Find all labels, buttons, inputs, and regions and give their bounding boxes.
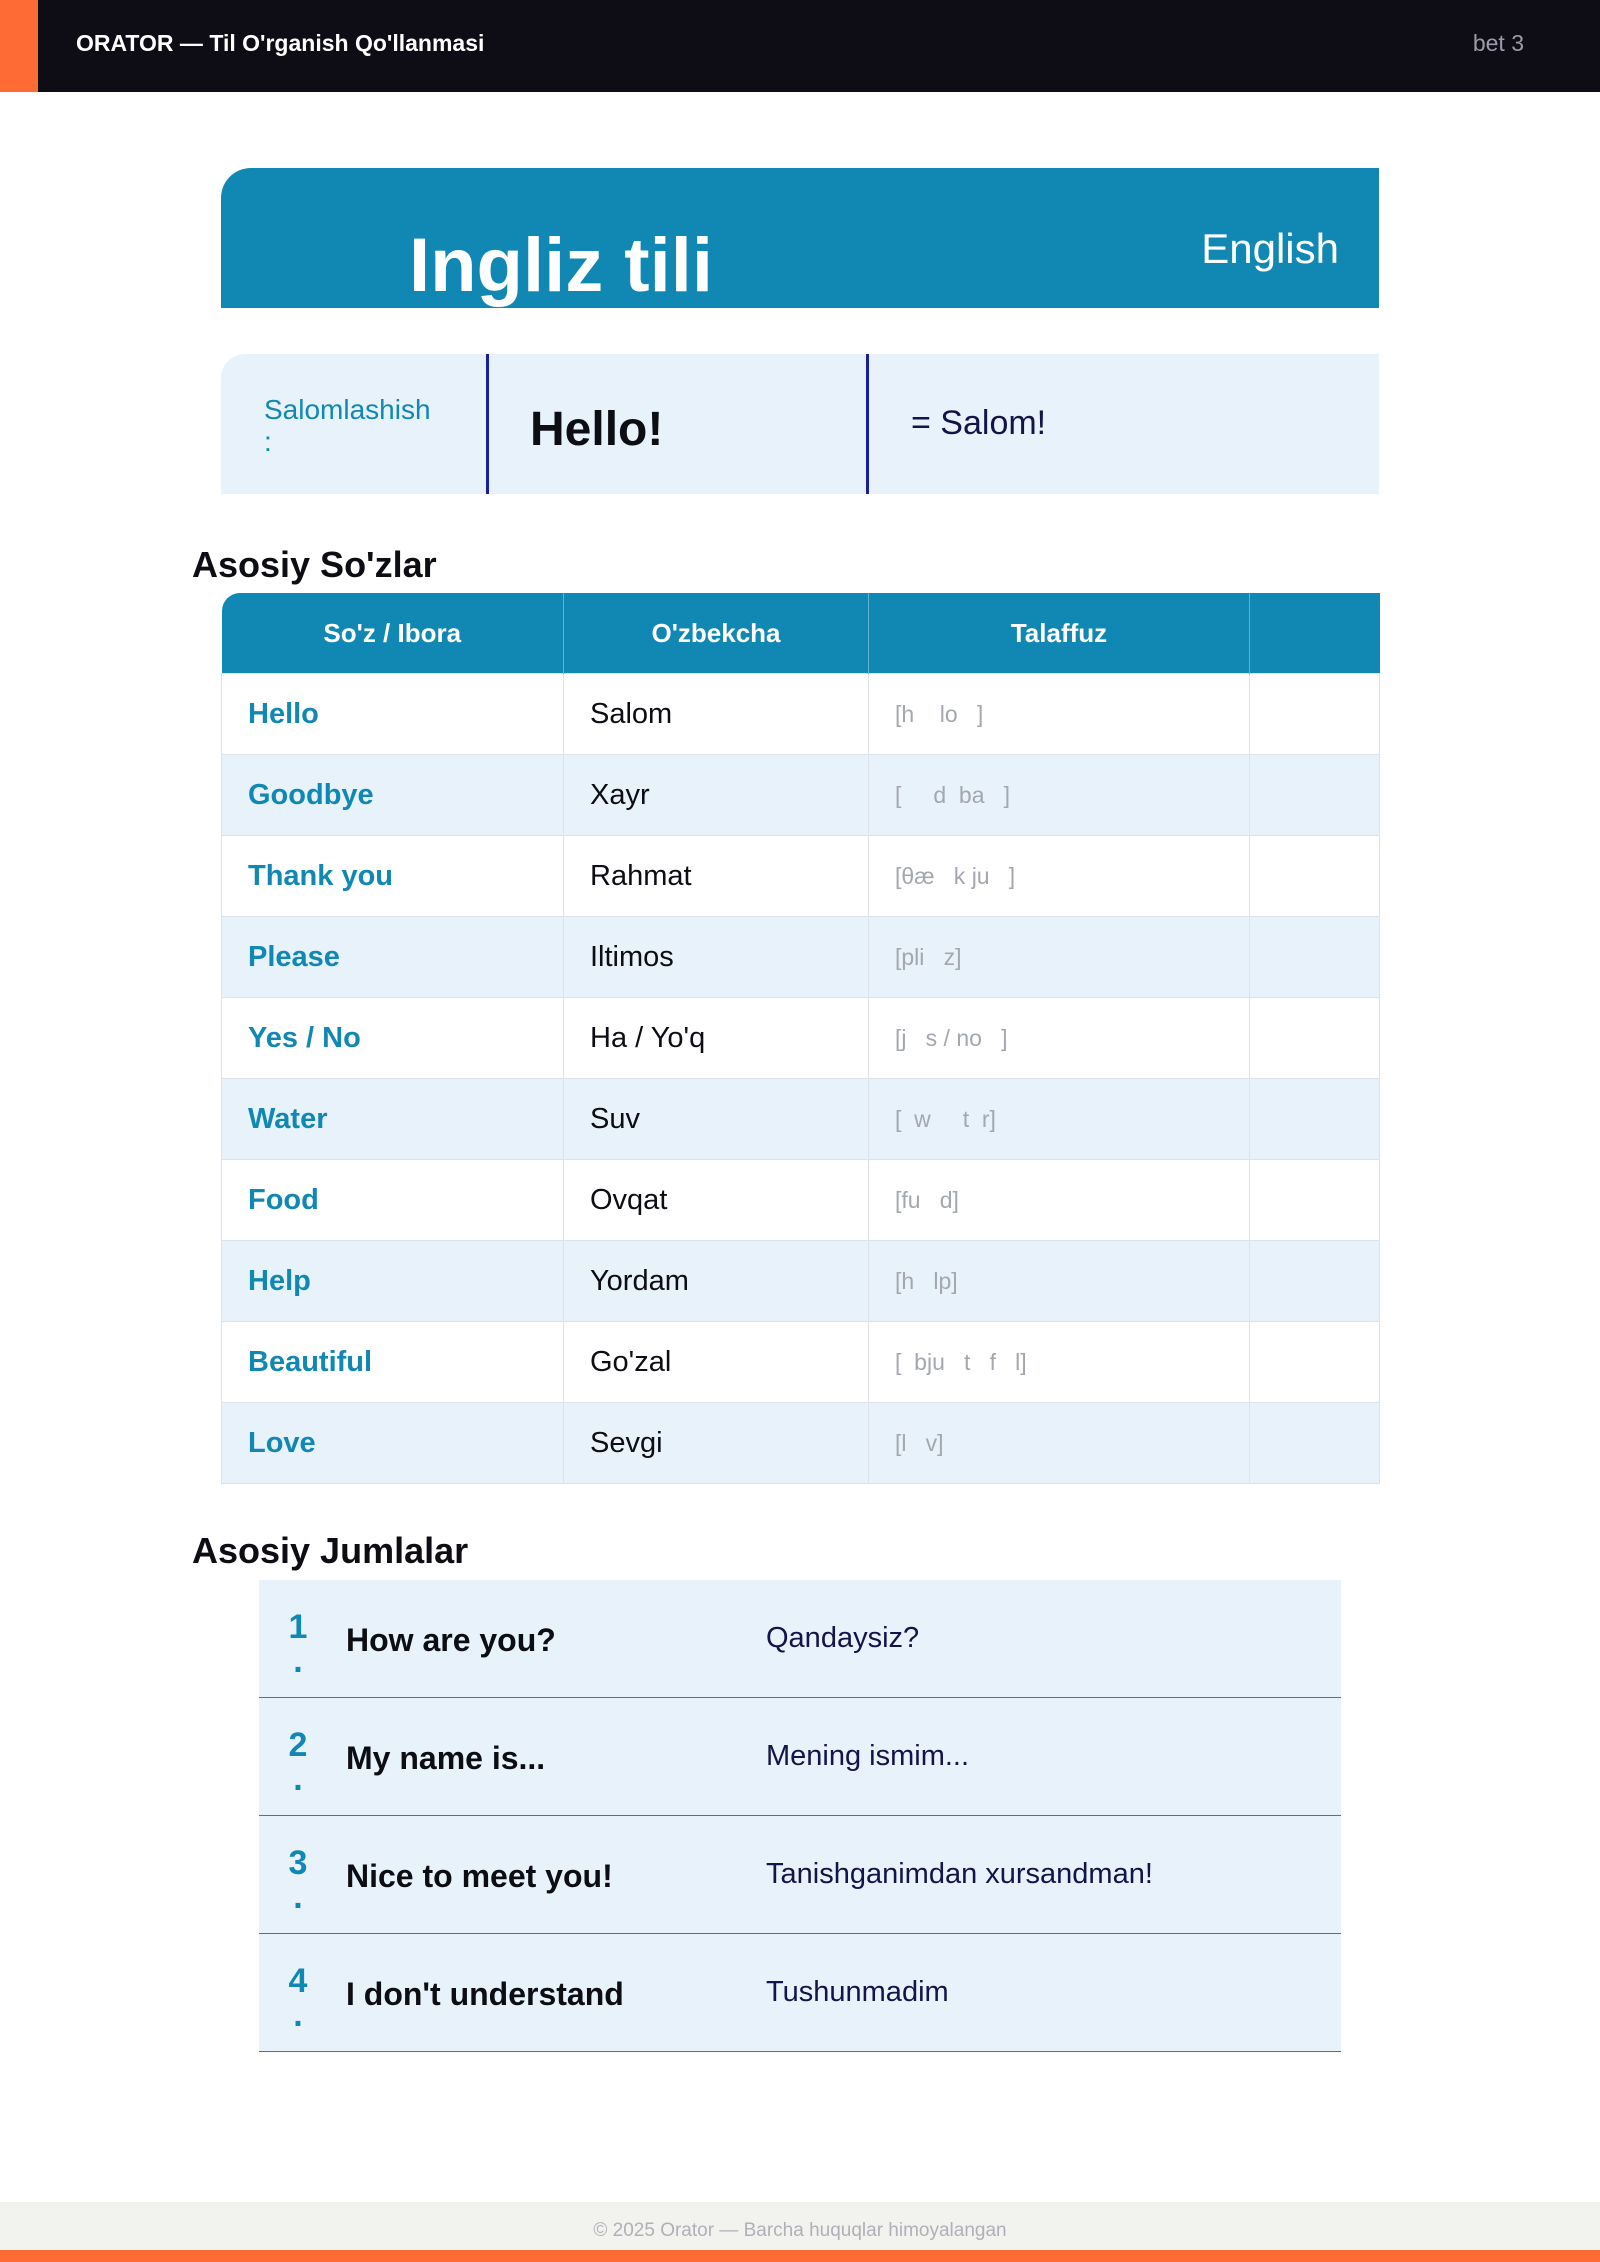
vocab-word: Water	[222, 1079, 564, 1160]
sentence-number: 2 .	[288, 1726, 308, 1798]
vocab-word: Food	[222, 1160, 564, 1241]
vocab-translation: Rahmat	[564, 836, 869, 917]
language-header	[221, 168, 1379, 308]
table-row	[222, 1160, 1380, 1241]
table-row	[222, 755, 1380, 836]
footer-accent-bar	[0, 2250, 1600, 2262]
list-item	[259, 1934, 1341, 2052]
list-item	[259, 1816, 1341, 1934]
vocab-pronunciation: [h lo ]	[869, 674, 1250, 755]
vocab-pronunciation: [pli z]	[869, 917, 1250, 998]
divider	[866, 354, 869, 494]
vocab-pronunciation: [h lp]	[869, 1241, 1250, 1322]
vocab-extra	[1250, 1403, 1380, 1484]
language-english-name: English	[1201, 225, 1339, 272]
vocab-extra	[1250, 1322, 1380, 1403]
vocab-translation: Yordam	[564, 1241, 869, 1322]
sentence-translation: Tanishganimdan xursandman!	[766, 1858, 1153, 1890]
table-row	[222, 1403, 1380, 1484]
copyright: © 2025 Orator — Barcha huquqlar himoyalangan	[593, 2220, 1007, 2241]
vocab-translation: Sevgi	[564, 1403, 869, 1484]
vocab-word: Love	[222, 1403, 564, 1484]
document-title: ORATOR — Til O'rganish Qo'llanmasi	[76, 30, 485, 56]
list-item	[259, 1698, 1341, 1816]
vocab-translation: Go'zal	[564, 1322, 869, 1403]
greeting-translation: = Salom!	[911, 404, 1047, 442]
vocab-word: Yes / No	[222, 998, 564, 1079]
sentences-heading: Asosiy Jumlalar	[192, 1530, 469, 1571]
vocab-extra	[1250, 836, 1380, 917]
column-header	[1250, 593, 1380, 674]
divider	[486, 354, 489, 494]
sentence-list	[259, 1580, 1341, 2052]
table-row	[222, 1079, 1380, 1160]
vocab-extra	[1250, 755, 1380, 836]
vocab-pronunciation: [θæ k ju ]	[869, 836, 1250, 917]
vocab-translation: Ha / Yo'q	[564, 998, 869, 1079]
vocab-extra	[1250, 1079, 1380, 1160]
vocab-extra	[1250, 674, 1380, 755]
list-item	[259, 1580, 1341, 1698]
sentence-translation: Mening ismim...	[766, 1740, 970, 1772]
vocab-word: Beautiful	[222, 1322, 564, 1403]
vocab-pronunciation: [ bju t f l]	[869, 1322, 1250, 1403]
accent-stripe	[0, 0, 38, 92]
sentence-translation: Tushunmadim	[766, 1976, 949, 2008]
vocab-heading: Asosiy So'zlar	[192, 544, 437, 585]
table-row	[222, 917, 1380, 998]
page-number: bet 3	[1472, 30, 1524, 56]
greeting-box	[221, 354, 1379, 494]
language-title: Ingliz tili	[409, 223, 713, 308]
vocab-pronunciation: [fu d]	[869, 1160, 1250, 1241]
vocab-translation: Xayr	[564, 755, 869, 836]
vocab-pronunciation: [ d ba ]	[869, 755, 1250, 836]
vocab-translation: Suv	[564, 1079, 869, 1160]
column-header: O'zbekcha	[564, 593, 869, 674]
sentence-number: 3 .	[288, 1844, 308, 1916]
greeting-label: Salomlashish :	[264, 394, 431, 457]
table-row	[222, 674, 1380, 755]
table-row	[222, 1241, 1380, 1322]
vocab-word: Goodbye	[222, 755, 564, 836]
vocab-extra	[1250, 1241, 1380, 1322]
sentence-number: 1 .	[288, 1608, 308, 1680]
vocab-translation: Salom	[564, 674, 869, 755]
table-row	[222, 998, 1380, 1079]
sentence-number: 4 .	[288, 1962, 308, 2034]
vocab-table	[221, 593, 1380, 1484]
vocab-word: Hello	[222, 674, 564, 755]
footer	[0, 2202, 1600, 2250]
vocab-extra	[1250, 917, 1380, 998]
table-row	[222, 836, 1380, 917]
vocab-word: Please	[222, 917, 564, 998]
vocab-translation: Iltimos	[564, 917, 869, 998]
column-header: Talaffuz	[869, 593, 1250, 674]
greeting-phrase: Hello!	[530, 403, 664, 456]
vocab-word: Help	[222, 1241, 564, 1322]
sentence-translation: Qandaysiz?	[766, 1622, 920, 1654]
vocab-extra	[1250, 998, 1380, 1079]
vocab-extra	[1250, 1160, 1380, 1241]
sentence-english: I don't understand	[346, 1976, 624, 2012]
vocab-word: Thank you	[222, 836, 564, 917]
top-bar	[0, 0, 1600, 92]
sentence-english: How are you?	[346, 1622, 556, 1658]
table-row	[222, 1322, 1380, 1403]
vocab-pronunciation: [ w t r]	[869, 1079, 1250, 1160]
vocab-translation: Ovqat	[564, 1160, 869, 1241]
sentence-english: My name is...	[346, 1740, 546, 1776]
sentence-english: Nice to meet you!	[346, 1858, 613, 1894]
vocab-pronunciation: [j s / no ]	[869, 998, 1250, 1079]
column-header: So'z / Ibora	[222, 593, 564, 674]
vocab-header-row	[222, 593, 1380, 674]
vocab-pronunciation: [l v]	[869, 1403, 1250, 1484]
